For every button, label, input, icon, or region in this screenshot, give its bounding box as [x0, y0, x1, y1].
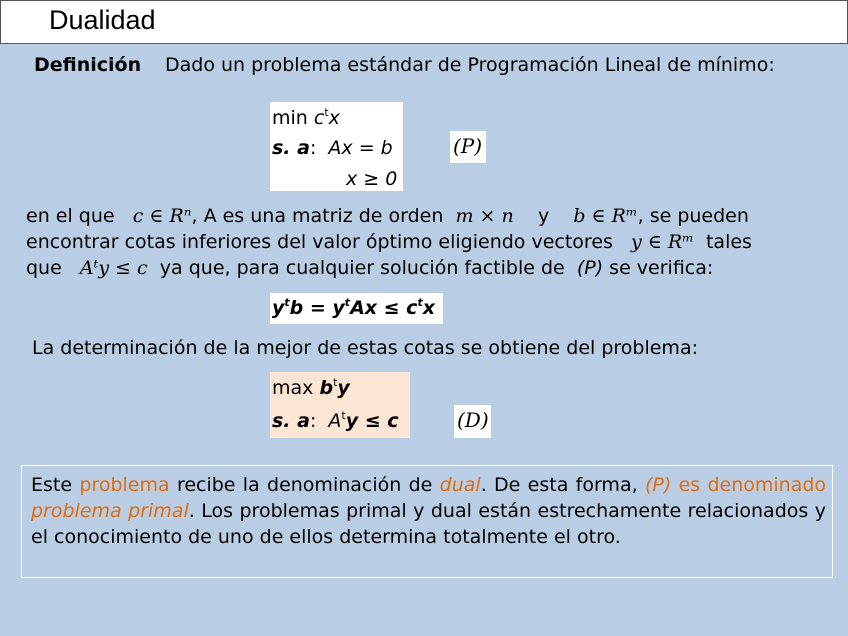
text: recibe la denominación de [176, 474, 433, 496]
highlight-problema-primal: problema primal [31, 500, 189, 522]
highlight-denominado: es denominado [678, 474, 827, 496]
page-title: Dualidad [49, 5, 156, 35]
text: tales [705, 231, 752, 253]
expr: Ax ≤ c [350, 297, 418, 319]
math-m-by-n: m × n [455, 205, 514, 227]
b-vector: b [319, 377, 334, 399]
text: ya que, para cualquier solución factible de [159, 257, 565, 279]
y: y [272, 297, 285, 319]
explanation-line-2 [26, 229, 824, 255]
primal-problem-box [270, 102, 403, 191]
text: Este [31, 474, 73, 496]
dual-problem-box [270, 372, 410, 438]
constraint-equality: Ax = b [328, 137, 393, 159]
definition-text: Dado un problema estándar de Programación Lineal de mínimo: [165, 54, 775, 76]
text: . Los problemas primal y dual están estrechamente relacionados y el conocimiento de uno de ellos determina totalmente el otro. [31, 500, 826, 548]
transpose-sup: t [341, 409, 346, 422]
constraint-rest: y ≤ c [345, 410, 399, 432]
nonnegativity-constraint: x ≥ 0 [346, 168, 398, 190]
text: encontrar cotas inferiores del valor óptimo eligiendo vectores [26, 231, 613, 253]
math-y-in-rm: y ∈ Rᵐ [631, 231, 694, 253]
text: , A es una matriz de orden [191, 205, 444, 227]
inequality-expression [272, 296, 435, 319]
x: x [422, 297, 435, 319]
highlight-problema: problema [79, 474, 170, 496]
var-x: x [328, 107, 340, 129]
title-bar [0, 0, 848, 44]
primal-tag-label: (P) [453, 134, 483, 158]
text: , se pueden [637, 205, 749, 227]
note-box [21, 465, 833, 578]
primal-tag [450, 131, 486, 163]
text: . De esta forma, [480, 474, 638, 496]
dual-tag-label: (D) [457, 408, 489, 432]
matrix-a: A [328, 410, 342, 432]
cost-vector: c [313, 107, 325, 129]
definition-label: Definición [34, 54, 142, 76]
highlight-dual: dual [439, 474, 481, 496]
sup: t [284, 296, 290, 309]
subject-to-label: s. a [272, 410, 310, 432]
colon: : [309, 410, 317, 432]
primal-ref: (P) [576, 257, 604, 279]
highlight-p: (P) [644, 474, 672, 496]
max-operator: max [272, 377, 314, 399]
text: que [26, 257, 62, 279]
transpose-sup: t [333, 376, 338, 389]
dual-tag [454, 405, 491, 438]
transpose-sup: t [324, 106, 329, 119]
math-b-in-rm: b ∈ Rᵐ [573, 205, 638, 227]
explanation-line-1 [26, 203, 824, 229]
explanation-line-3 [26, 255, 824, 281]
math-aty-le-c: Aᵗy ≤ c [79, 257, 148, 279]
note-text [31, 472, 826, 550]
determination-text: La determinación de la mejor de estas cotas se obtiene del problema: [32, 337, 698, 359]
min-operator: min [272, 107, 308, 129]
text: se verifica: [609, 257, 714, 279]
subject-to-label: s. a [272, 137, 310, 159]
inequality-box [270, 293, 443, 324]
text: en el que [26, 205, 115, 227]
text: y [537, 205, 550, 227]
var-y: y [337, 377, 350, 399]
sup: t [417, 296, 423, 309]
expr: b = y [289, 297, 345, 319]
sup: t [344, 296, 351, 309]
math-c-in-rn: c ∈ Rⁿ [132, 205, 192, 227]
colon: : [309, 137, 317, 159]
